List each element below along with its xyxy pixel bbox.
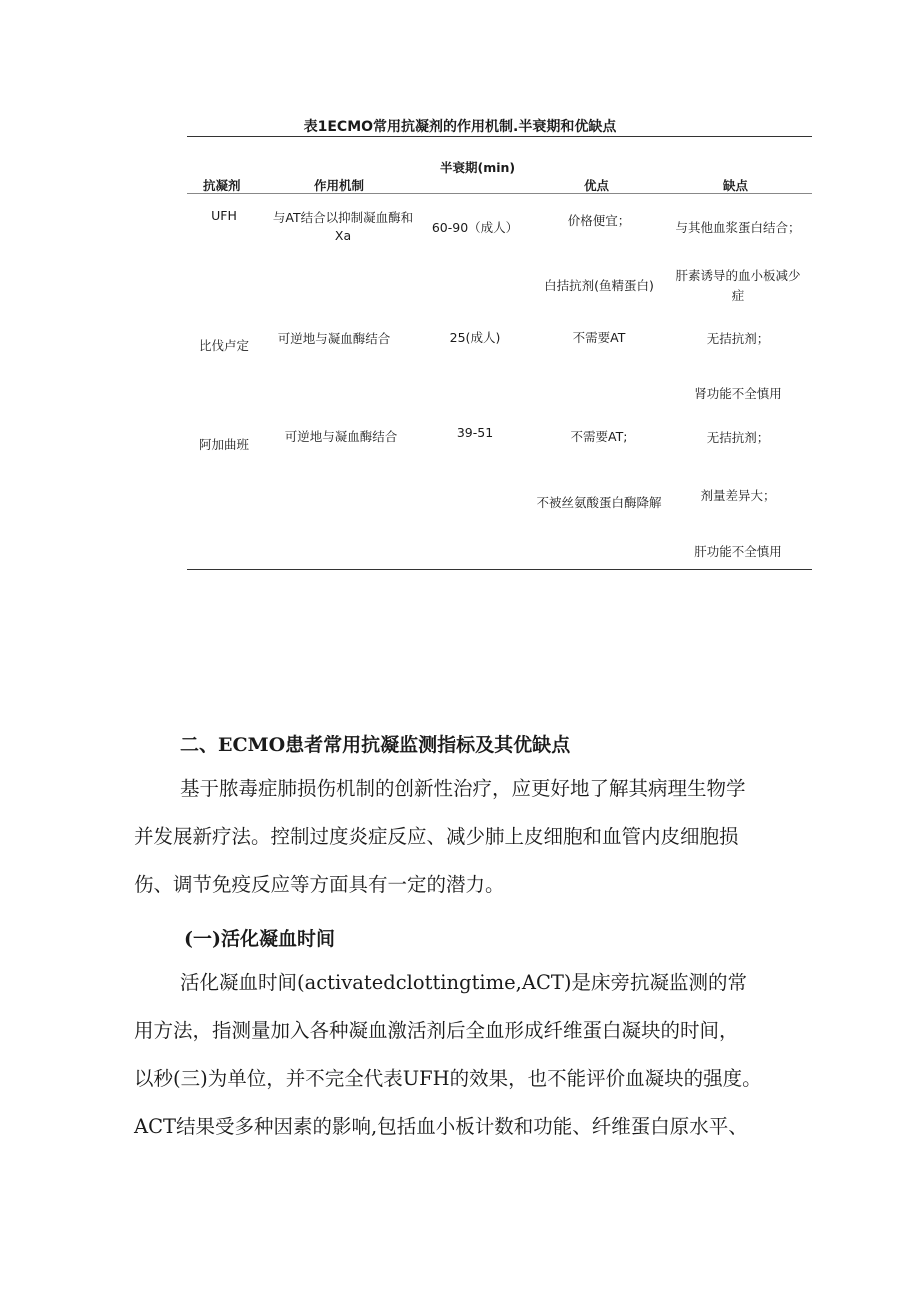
row3-cons-line3: 肝功能不全慎用 [694,544,782,559]
row2-halflife: 25(成人) [449,330,501,345]
act-line-2: 用方法，指测量加入各种凝血激活剂后全血形成纤维蛋白凝块的时间， [134,1019,739,1042]
row1-cons-line2: 肝素诱导的血小板减少 [675,268,801,283]
row1-mechanism-line1: 与AT结合以抑制凝血酶和 [272,210,414,225]
row3-pros-line2: 不被丝氨酸蛋白酶降解 [536,495,662,510]
table-caption: 表1ECMO常用抗凝剂的作用机制.半衰期和优缺点 [303,119,617,135]
row3-pros-line1: 不需要AT; [570,429,628,444]
row3-drug: 阿加曲班 [198,437,249,452]
header-drug: 抗凝剂 [203,178,241,193]
row3-cons-line2: 剂量差异大； [700,488,776,503]
row2-pros: 不需要AT [572,330,626,345]
header-pros: 优点 [584,178,610,193]
header-cons: 缺点 [723,178,749,193]
row3-cons-line1: 无拮抗剂； [706,430,770,445]
row1-pros-line2: 白拮抗剂(鱼精蛋白) [544,278,654,293]
row1-drug: UFH [211,208,237,223]
row1-cons-line1: 与其他血浆蛋白结合； [675,220,801,235]
act-line-3: 以秒(三)为单位，并不完全代表UFH的效果，也不能评价血凝块的强度。 [134,1067,762,1090]
header-halflife: 半衰期(min) [440,160,516,175]
intro-line-3: 伤、调节免疫反应等方面具有一定的潜力。 [134,873,505,896]
act-line-4: ACT结果受多种因素的影响,包括血小板计数和功能、纤维蛋白原水平、 [134,1115,748,1138]
row1-cons-line3: 症 [731,288,745,303]
table-bottom-rule [187,569,812,570]
section2-heading: 二、ECMO患者常用抗凝监测指标及其优缺点 [180,734,571,756]
row1-pros-line1: 价格便宜； [567,213,631,228]
row2-drug: 比伐卢定 [198,338,249,353]
row2-cons-line1: 无拮抗剂； [706,331,770,346]
row2-cons-line2: 肾功能不全慎用 [694,386,782,401]
row3-halflife: 39-51 [456,425,494,440]
act-line-1: 活化凝血时间(activatedclottingtime,ACT)是床旁抗凝监测的常 [180,971,747,994]
header-mechanism: 作用机制 [314,178,365,193]
subsection1-heading: (一)活化凝血时间 [184,928,335,950]
intro-line-2: 并发展新疗法。控制过度炎症反应、减少肺上皮细胞和血管内皮细胞损 [134,825,739,848]
table-header-rule [187,193,812,194]
row2-mechanism: 可逆地与凝血酶结合 [277,331,391,346]
table-top-rule [187,136,812,137]
intro-line-1: 基于脓毒症肺损伤机制的创新性治疗，应更好地了解其病理生物学 [180,777,746,800]
row1-halflife: 60-90（成人） [431,220,519,235]
row1-mechanism-line2: Xa [334,228,352,243]
row3-mechanism: 可逆地与凝血酶结合 [284,429,398,444]
